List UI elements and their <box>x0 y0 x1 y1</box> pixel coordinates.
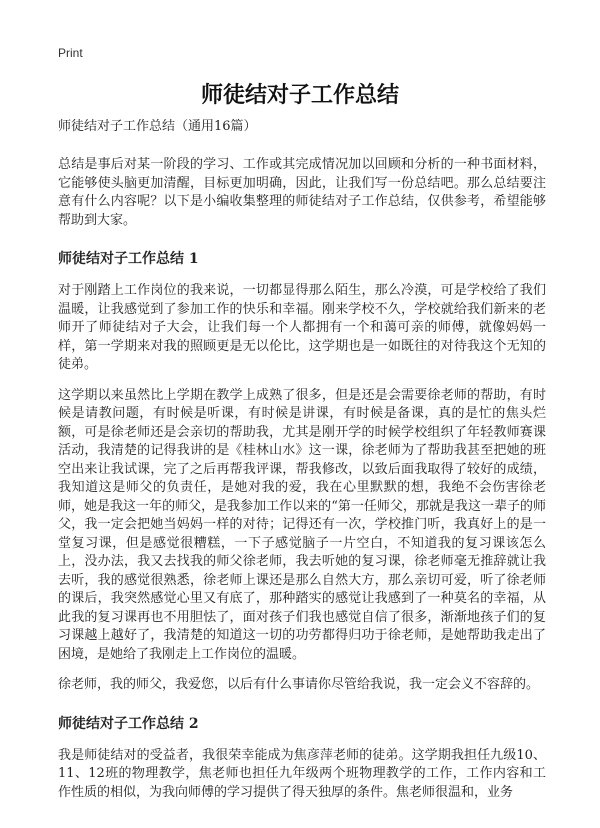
section-heading: 师徒结对子工作总结 1 <box>58 251 199 267</box>
document-subtitle: 师徒结对子工作总结（通用16篇） <box>58 119 257 134</box>
section-paragraph: 我是师徒结对的受益者，我很荣幸能成为焦彦萍老师的徒弟。这学期我担任九级10、11、12班的物理教学，焦老师也担任九年级两个班物理教学的工作，工作内容和工作性质的相似，为我向师傅的学习提供了得天独厚的条件。焦老师很温和，业务 <box>58 747 546 800</box>
section-paragraph: 徐老师，我的师父，我爱您，以后有什么事请你尽管给我说，我一定会义不容辞的。 <box>58 677 540 692</box>
section-heading: 师徒结对子工作总结 2 <box>58 715 199 732</box>
section-paragraph: 这学期以来虽然比上学期在教学上成熟了很多，但是还是会需要徐老师的帮助，有时候是请教问题，有时候是听课，有时候是讲课，有时候是备课，真的是忙的焦头烂额，可是徐老师还是会亲切的帮助我，尤其是刚开学的时候学校组织了年轻教师赛课活动，我清楚的记得我讲的是《桂林山水》这一课，徐老师为了帮助我甚至把她的班空出来让我试课，完了之后再帮我评课，帮我修改，以致后面我取得了较好的成绩，我知道这是师父的负责任，是她对我的爱，我在心里默默的想，我绝不会伤害徐老师，她是我这一年的师父，是我参加工作以来的“第一任师父，那就是我这一辈子的师父，我一定会把她当妈妈一样的对待；记得还有一次，学校推门听，我真好上的是一堂复习课，但是感觉很糟糕，一下子感觉脑子一片空白，不知道我的复习课该怎么上，没办法，我又去找我的师父徐老师，我去听她的复习课，徐老师毫无推辞就让我去听，我的感觉很熟悉，徐老师上课还是那么自然大方，那么亲切可爱，听了徐老师的课后，我突然感觉心里又有底了，那种踏实的感觉让我感到了一种莫名的幸福，从此我的复习课再也不用胆怯了，面对孩子们我也感觉自信了很多，渐渐地孩子们的复习课越上越好了，我清楚的知道这一切的功劳都得归功于徐老师，是她帮助我走出了困境，是她给了我刚走上工作岗位的温暖。 <box>58 387 546 662</box>
print-link[interactable]: Print <box>58 46 83 60</box>
page-title: 师徒结对子工作总结 <box>200 82 399 108</box>
intro-paragraph: 总结是事后对某一阶段的学习、工作或其完成情况加以回顾和分析的一种书面材料，它能够使头脑更加清醒，目标更加明确，因此，让我们写一份总结吧。那么总结要注意有什么内容呢？以下是小编收集整理的师徒结对子工作总结，仅供参考，希望能够帮助到大家。 <box>58 157 546 228</box>
document-body <box>58 118 546 814</box>
section-paragraph: 对于刚踏上工作岗位的我来说，一切都显得那么陌生，那么冷漠，可是学校给了我们温暖，让我感觉到了参加工作的快乐和幸福。刚来学校不久，学校就给我们新来的老师开了师徒结对子大会，让我们每一个人都拥有一个和蔼可亲的师傅，就像妈妈一样，第一学期来对我的照顾更是无以伦比，这学期也是一如既往的对待我这个无知的徒弟。 <box>58 283 546 372</box>
